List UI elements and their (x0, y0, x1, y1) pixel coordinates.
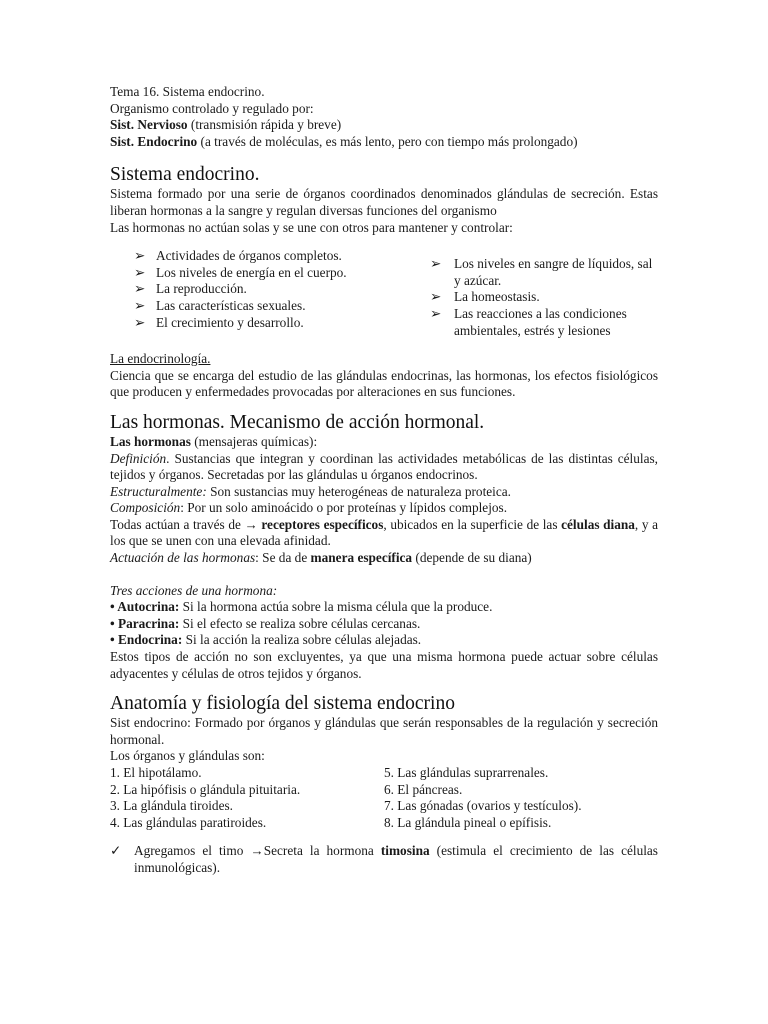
arrowhead-bullet-icon: ➢ (430, 256, 442, 272)
thymosin-bold: timosina (380, 843, 430, 859)
action-type-label: • Endocrina: (110, 632, 183, 648)
nervous-label: Sist. Nervioso (110, 117, 188, 133)
arrowhead-bullet-icon: ➢ (430, 305, 442, 321)
three-actions-title: Tres acciones de una hormona: (110, 582, 278, 598)
functions-list-right (430, 256, 658, 339)
section-heading-anatomy: Anatomía y fisiología del sistema endocrino (110, 693, 455, 715)
composition-line (110, 500, 658, 517)
organs-heading: Los órganos y glándulas son: (110, 748, 265, 764)
organs-list (110, 765, 658, 831)
list-item-text: El crecimiento y desarrollo. (156, 314, 304, 330)
list-item (110, 281, 390, 298)
document-page (110, 84, 658, 877)
list-item (430, 289, 658, 306)
three-actions-heading (110, 583, 658, 600)
action-type-item (110, 599, 658, 616)
list-item: 8. La glándula pineal o epífisis. (384, 814, 552, 830)
list-item: 4. Las glándulas paratiroides. (110, 814, 267, 830)
action-type-text: Si la acción la realiza sobre células alejadas. (182, 632, 422, 648)
endocrinology-heading: La endocrinología. (110, 351, 211, 367)
list-item-text: Las reacciones a las condiciones ambientales, estrés y lesiones (454, 305, 627, 338)
list-item-text: Los niveles en sangre de líquidos, sal y azúcar. (454, 256, 653, 288)
section-heading-hormones: Las hormonas. Mecanismo de acción hormonal. (110, 411, 485, 433)
list-item-text: Actividades de órganos completos. (156, 248, 342, 264)
actions-closing: Estos tipos de acción no son excluyentes, ya que una misma hormona puede actuar sobre células adyacentes y células de otros tejidos y órganos. (110, 649, 658, 681)
thymus-note (110, 843, 658, 876)
list-item: 7. Las gónadas (ovarios y testículos). (384, 798, 582, 814)
organs-list-right (384, 765, 658, 831)
arrowhead-bullet-icon: ➢ (134, 281, 146, 297)
list-item-text: Los niveles de energía en el cuerpo. (156, 264, 347, 280)
anatomy-intro: Sist endocrino: Formado por órganos y glándulas que serán responsables de la regulación y secreción hormonal. (110, 715, 658, 747)
actions-list (110, 599, 658, 649)
arrowhead-bullet-icon: ➢ (134, 248, 146, 264)
list-item: 5. Las glándulas suprarrenales. (384, 765, 549, 780)
list-item (430, 306, 658, 339)
definition-paragraph (110, 451, 658, 484)
endocrinology-definition: Ciencia que se encarga del estudio de las glándulas endocrinas, las hormonas, los efectos fisiológicos que producen y enfermedades provocadas por alteraciones en sus funciones. (110, 367, 658, 400)
list-item (430, 256, 658, 289)
receptors-paragraph (110, 517, 658, 550)
action-type-text: Si el efecto se realiza sobre células cercanas. (179, 615, 421, 631)
target-cells-bold: células diana (561, 516, 635, 532)
definition-label: Definición (110, 450, 167, 466)
receptors-bold: receptores específicos (257, 516, 384, 532)
action-bold: manera específica (310, 550, 413, 566)
composition-text: : Por un solo aminoácido o por proteínas y lípidos complejos. (180, 500, 508, 516)
functions-list (110, 248, 658, 339)
action-text-b: (depende de su diana) (412, 550, 532, 566)
composition-label: Composición (110, 500, 181, 516)
arrowhead-bullet-icon: ➢ (430, 289, 442, 305)
right-arrow-icon: → (250, 843, 264, 859)
list-item-text: Las características sexuales. (156, 297, 306, 313)
structure-text: Son sustancias muy heterogéneas de naturaleza proteica. (206, 483, 511, 499)
thymus-text-a: Agregamos el timo (134, 843, 251, 859)
arrowhead-bullet-icon: ➢ (134, 297, 146, 313)
hormones-intro: Las hormonas no actúan solas y se une con otros para mantener y controlar: (110, 219, 513, 235)
endocrine-text: (a través de moléculas, es más lento, pero con tiempo más prolongado) (197, 133, 578, 149)
list-item (110, 298, 390, 315)
action-label: Actuación de las hormonas (110, 550, 256, 566)
list-item: 3. La glándula tiroides. (110, 798, 233, 814)
list-item (110, 315, 390, 332)
list-item (110, 248, 390, 265)
receptors-text-a: Todas actúan a través de (110, 516, 245, 532)
list-item: 6. El páncreas. (384, 781, 463, 797)
list-item (110, 265, 390, 282)
hormones-line (110, 434, 658, 451)
structure-line (110, 484, 658, 501)
receptors-text-b: , ubicados en la superficie de las (383, 516, 562, 532)
list-item-text: La reproducción. (156, 281, 247, 297)
right-arrow-icon: → (244, 516, 258, 532)
endocrine-label: Sist. Endocrino (110, 133, 198, 149)
nervous-system-line (110, 117, 658, 134)
functions-list-left (110, 248, 390, 331)
nervous-text: (transmisión rápida y breve) (187, 117, 342, 133)
list-item-text: La homeostasis. (454, 289, 540, 305)
thymus-text-c: (estimula el crecimiento de las células inmunológicas). (134, 843, 658, 875)
hormones-text: (mensajeras químicas): (190, 433, 318, 449)
receptors-text-c: , y a los que se unen con una elevada afinidad. (110, 516, 658, 549)
list-item: 1. El hipotálamo. (110, 765, 202, 780)
checkmark-icon: ✓ (110, 843, 122, 859)
thymus-text-b: Secreta la hormona (263, 843, 381, 859)
organs-list-left (110, 765, 384, 831)
list-item: 2. La hipófisis o glándula pituitaria. (110, 781, 301, 797)
hormones-label: Las hormonas (110, 433, 191, 449)
endocrine-description: Sistema formado por una serie de órganos coordinados denominados glándulas de secreción. Estas liberan hormonas a la sangre y regulan diversas funciones del organismo (110, 186, 658, 218)
arrowhead-bullet-icon: ➢ (134, 314, 146, 330)
action-line (110, 550, 658, 567)
endocrine-system-line (110, 134, 658, 151)
action-type-item (110, 616, 658, 633)
action-type-text: Si la hormona actúa sobre la misma célula que la produce. (179, 599, 493, 615)
action-type-label: • Autocrina: (110, 599, 180, 615)
action-type-item (110, 632, 658, 649)
action-text-a: : Se da de (255, 550, 311, 566)
arrowhead-bullet-icon: ➢ (134, 264, 146, 280)
section-heading-endocrine-system: Sistema endocrino. (110, 164, 260, 186)
action-type-label: • Paracrina: (110, 615, 180, 631)
intro-line: Organismo controlado y regulado por: (110, 100, 314, 116)
definition-text: . Sustancias que integran y coordinan las actividades metabólicas de las distintas células, tejidos y órganos. Secretadas por las glándulas u órganos endocrinos. (110, 450, 658, 483)
structure-label: Estructuralmente: (110, 483, 207, 499)
topic-title: Tema 16. Sistema endocrino. (110, 84, 265, 99)
